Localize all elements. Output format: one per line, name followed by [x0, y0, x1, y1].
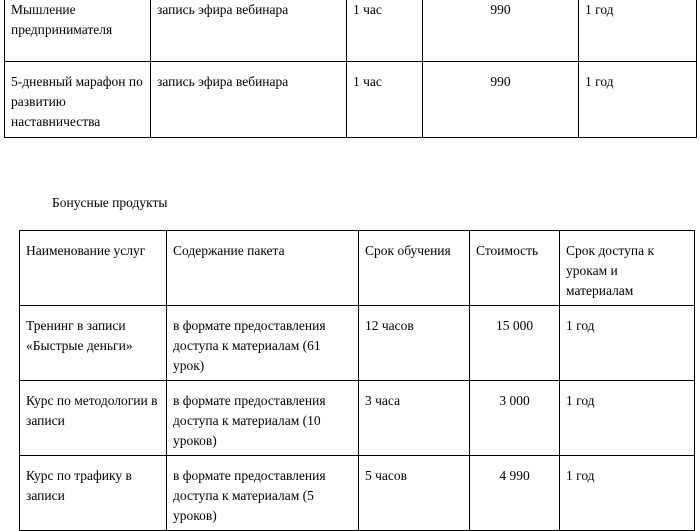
- service-name-cell: Курс по трафику в записи: [20, 456, 167, 531]
- package-content-cell: в формате предоставления доступа к материалам (61 урок): [167, 306, 359, 381]
- price-cell: 15 000: [470, 306, 560, 381]
- access-cell: 1 год: [560, 381, 695, 456]
- table-row: [5, 0, 697, 62]
- bonus-products-table: [19, 230, 695, 531]
- access-cell: 1 год: [560, 456, 695, 531]
- package-content-cell: в формате предоставления доступа к материалам (5 уроков): [167, 456, 359, 531]
- header-package-content: Содержание пакета: [167, 231, 359, 306]
- duration-cell: 3 часа: [359, 381, 470, 456]
- price-cell: 3 000: [470, 381, 560, 456]
- header-duration: Срок обучения: [359, 231, 470, 306]
- access-cell: 1 год: [579, 0, 697, 62]
- products-table: [4, 0, 697, 138]
- service-name-cell: Тренинг в записи «Быстрые деньги»: [20, 306, 167, 381]
- price-cell: 990: [423, 0, 579, 62]
- table-row: [20, 306, 695, 381]
- service-name-cell: 5-дневный марафон по развитию наставничества: [5, 62, 151, 138]
- duration-cell: 5 часов: [359, 456, 470, 531]
- package-content-cell: запись эфира вебинара: [151, 0, 347, 62]
- package-content-cell: в формате предоставления доступа к материалам (10 уроков): [167, 381, 359, 456]
- duration-cell: 1 час: [347, 62, 423, 138]
- duration-cell: 12 часов: [359, 306, 470, 381]
- table-row: [5, 62, 697, 138]
- access-cell: 1 год: [579, 62, 697, 138]
- service-name-cell: Мышление предпринимателя: [5, 0, 151, 62]
- price-cell: 990: [423, 62, 579, 138]
- price-cell: 4 990: [470, 456, 560, 531]
- table-row: [20, 381, 695, 456]
- header-service-name: Наименование услуг: [20, 231, 167, 306]
- bonus-products-title: Бонусные продукты: [52, 195, 168, 210]
- access-cell: 1 год: [560, 306, 695, 381]
- header-price: Стоимость: [470, 231, 560, 306]
- duration-cell: 1 час: [347, 0, 423, 62]
- package-content-cell: запись эфира вебинара: [151, 62, 347, 138]
- table-row: [20, 456, 695, 531]
- header-access: Срок доступа к урокам и материалам: [560, 231, 695, 306]
- table-header-row: [20, 231, 695, 306]
- service-name-cell: Курс по методологии в записи: [20, 381, 167, 456]
